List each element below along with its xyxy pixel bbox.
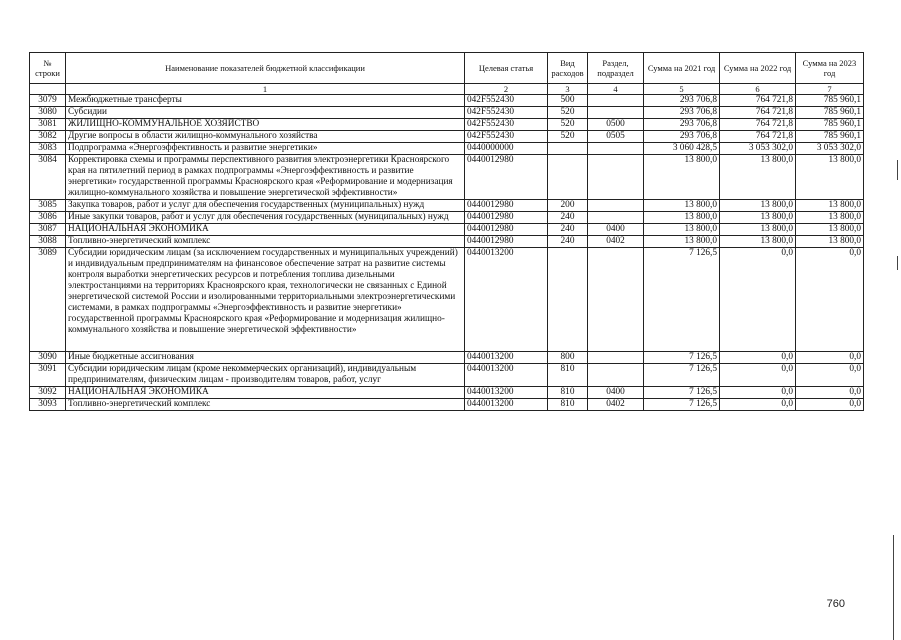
row-type: 810 xyxy=(548,364,588,387)
row-sum-2022: 3 053 302,0 xyxy=(720,143,796,155)
row-name: Другие вопросы в области жилищно-коммунального хозяйства xyxy=(66,131,465,143)
row-target: 0440000000 xyxy=(465,143,548,155)
row-sum-2021: 3 060 428,5 xyxy=(644,143,720,155)
table-body xyxy=(30,84,864,411)
row-name: Закупка товаров, работ и услуг для обеспечения государственных (муниципальных) нужд xyxy=(66,200,465,212)
header-sum-2021: Сумма на 2021 год xyxy=(644,53,720,84)
column-number: 6 xyxy=(720,84,796,95)
row-name: Иные закупки товаров, работ и услуг для обеспечения государственных (муниципальных) нужд xyxy=(66,212,465,224)
row-section xyxy=(588,352,644,364)
table-row xyxy=(30,131,864,143)
row-sum-2022: 13 800,0 xyxy=(720,200,796,212)
row-section xyxy=(588,248,644,352)
row-sum-2023: 13 800,0 xyxy=(796,200,864,212)
row-section: 0505 xyxy=(588,131,644,143)
row-sum-2022: 764 721,8 xyxy=(720,131,796,143)
row-section xyxy=(588,155,644,200)
row-section: 0402 xyxy=(588,236,644,248)
row-sum-2023: 785 960,1 xyxy=(796,95,864,107)
row-name: Иные бюджетные ассигнования xyxy=(66,352,465,364)
table-row xyxy=(30,399,864,411)
row-sum-2022: 0,0 xyxy=(720,248,796,352)
row-target: 0440012980 xyxy=(465,212,548,224)
row-name: Субсидии юридическим лицам (кроме некоммерческих организаций), индивидуальным предпринимателям, физическим лицам - производителям товаров, работ, услуг xyxy=(66,364,465,387)
row-number: 3081 xyxy=(30,119,66,131)
row-sum-2021: 7 126,5 xyxy=(644,399,720,411)
table-row xyxy=(30,248,864,352)
row-section: 0400 xyxy=(588,224,644,236)
row-sum-2022: 764 721,8 xyxy=(720,119,796,131)
row-name: ЖИЛИЩНО-КОММУНАЛЬНОЕ ХОЗЯЙСТВО xyxy=(66,119,465,131)
column-number: 7 xyxy=(796,84,864,95)
budget-table xyxy=(29,52,864,411)
row-sum-2021: 13 800,0 xyxy=(644,155,720,200)
row-sum-2023: 785 960,1 xyxy=(796,107,864,119)
row-number: 3082 xyxy=(30,131,66,143)
row-name: Корректировка схемы и программы перспективного развития электроэнергетики Красноярского края на пятилетний период в рамках подпрограммы «Энергоэффективность и развитие энергетики» государственной программы Красноярского края «Реформирование и модернизация жилищно-коммунального хозяйства и повышение энергетической эффективности» xyxy=(66,155,465,200)
row-target: 042F552430 xyxy=(465,107,548,119)
row-sum-2023: 13 800,0 xyxy=(796,212,864,224)
row-type: 240 xyxy=(548,236,588,248)
column-number: 5 xyxy=(644,84,720,95)
row-target: 042F552430 xyxy=(465,95,548,107)
row-sum-2023: 0,0 xyxy=(796,364,864,387)
table-row xyxy=(30,387,864,399)
row-number: 3084 xyxy=(30,155,66,200)
row-target: 0440013200 xyxy=(465,364,548,387)
header-name: Наименование показателей бюджетной классификации xyxy=(66,53,465,84)
header-section: Раздел, подраздел xyxy=(588,53,644,84)
header-type: Вид расходов xyxy=(548,53,588,84)
row-name: Топливно-энергетический комплекс xyxy=(66,399,465,411)
row-sum-2023: 785 960,1 xyxy=(796,119,864,131)
row-sum-2021: 13 800,0 xyxy=(644,224,720,236)
row-section: 0400 xyxy=(588,387,644,399)
row-name: Межбюджетные трансферты xyxy=(66,95,465,107)
row-type: 240 xyxy=(548,224,588,236)
row-name: НАЦИОНАЛЬНАЯ ЭКОНОМИКА xyxy=(66,387,465,399)
row-target: 0440012980 xyxy=(465,155,548,200)
row-sum-2022: 13 800,0 xyxy=(720,236,796,248)
row-sum-2023: 13 800,0 xyxy=(796,236,864,248)
column-number-row xyxy=(30,84,864,95)
row-name: НАЦИОНАЛЬНАЯ ЭКОНОМИКА xyxy=(66,224,465,236)
row-type xyxy=(548,248,588,352)
row-sum-2021: 293 706,8 xyxy=(644,131,720,143)
row-sum-2022: 0,0 xyxy=(720,399,796,411)
row-sum-2023: 0,0 xyxy=(796,387,864,399)
row-sum-2021: 293 706,8 xyxy=(644,95,720,107)
row-type: 520 xyxy=(548,119,588,131)
row-name: Топливно-энергетический комплекс xyxy=(66,236,465,248)
row-number: 3083 xyxy=(30,143,66,155)
row-sum-2021: 7 126,5 xyxy=(644,364,720,387)
row-target: 042F552430 xyxy=(465,131,548,143)
row-name: Субсидии юридическим лицам (за исключением государственных и муниципальных учреждений) и индивидуальным предпринимателям на финансовое обеспечение затрат на развитие системы контроля выработки энергетических ресурсов и потребления топлива дизельными электростанциями на территориях Красноярского края, технологически не связанных с Единой энергетической системой России и изолированными территориальными электроэнергетическими системами, в рамках подпрограммы «Энергоэффективность и развитие энергетики» государственной программы Красноярского края «Реформирование и модернизация жилищно-коммунального хозяйства и повышение энергетической эффективности» xyxy=(66,248,465,352)
row-target: 042F552430 xyxy=(465,119,548,131)
row-type: 500 xyxy=(548,95,588,107)
row-type xyxy=(548,155,588,200)
row-number: 3079 xyxy=(30,95,66,107)
table-row xyxy=(30,95,864,107)
scan-edge-mark xyxy=(893,535,894,640)
row-sum-2022: 13 800,0 xyxy=(720,224,796,236)
table-row xyxy=(30,107,864,119)
row-sum-2021: 293 706,8 xyxy=(644,119,720,131)
row-sum-2021: 293 706,8 xyxy=(644,107,720,119)
scan-edge-mark xyxy=(897,256,898,270)
row-sum-2022: 0,0 xyxy=(720,364,796,387)
row-sum-2021: 7 126,5 xyxy=(644,387,720,399)
column-number: 1 xyxy=(66,84,465,95)
row-type: 200 xyxy=(548,200,588,212)
page-number: 760 xyxy=(826,598,845,610)
header-row-no: № строки xyxy=(30,53,66,84)
row-sum-2023: 785 960,1 xyxy=(796,131,864,143)
row-number: 3080 xyxy=(30,107,66,119)
row-sum-2021: 13 800,0 xyxy=(644,212,720,224)
table-row xyxy=(30,364,864,387)
row-sum-2021: 13 800,0 xyxy=(644,200,720,212)
row-type: 810 xyxy=(548,387,588,399)
row-sum-2023: 0,0 xyxy=(796,248,864,352)
header-target: Целевая статья xyxy=(465,53,548,84)
row-type: 810 xyxy=(548,399,588,411)
table-row xyxy=(30,119,864,131)
table-row xyxy=(30,143,864,155)
row-section xyxy=(588,95,644,107)
row-section: 0500 xyxy=(588,119,644,131)
row-sum-2022: 764 721,8 xyxy=(720,107,796,119)
header-sum-2022: Сумма на 2022 год xyxy=(720,53,796,84)
row-target: 0440013200 xyxy=(465,387,548,399)
row-sum-2022: 0,0 xyxy=(720,387,796,399)
row-section xyxy=(588,212,644,224)
row-sum-2021: 13 800,0 xyxy=(644,236,720,248)
row-target: 0440012980 xyxy=(465,236,548,248)
row-number: 3085 xyxy=(30,200,66,212)
column-number-blank xyxy=(30,84,66,95)
row-sum-2021: 7 126,5 xyxy=(644,352,720,364)
column-number: 4 xyxy=(588,84,644,95)
row-number: 3088 xyxy=(30,236,66,248)
row-sum-2023: 3 053 302,0 xyxy=(796,143,864,155)
row-sum-2023: 0,0 xyxy=(796,352,864,364)
row-name: Подпрограмма «Энергоэффективность и развитие энергетики» xyxy=(66,143,465,155)
scan-edge-mark xyxy=(897,160,898,180)
row-target: 0440013200 xyxy=(465,352,548,364)
table-row xyxy=(30,212,864,224)
row-number: 3086 xyxy=(30,212,66,224)
row-type: 800 xyxy=(548,352,588,364)
row-sum-2023: 13 800,0 xyxy=(796,224,864,236)
row-type: 520 xyxy=(548,131,588,143)
row-sum-2021: 7 126,5 xyxy=(644,248,720,352)
row-sum-2022: 13 800,0 xyxy=(720,155,796,200)
row-section xyxy=(588,143,644,155)
row-target: 0440012980 xyxy=(465,224,548,236)
table-row xyxy=(30,200,864,212)
row-type: 240 xyxy=(548,212,588,224)
row-sum-2023: 13 800,0 xyxy=(796,155,864,200)
row-section xyxy=(588,107,644,119)
table-row xyxy=(30,224,864,236)
row-number: 3091 xyxy=(30,364,66,387)
column-number: 3 xyxy=(548,84,588,95)
row-type: 520 xyxy=(548,107,588,119)
header-sum-2023: Сумма на 2023 год xyxy=(796,53,864,84)
row-type xyxy=(548,143,588,155)
row-target: 0440013200 xyxy=(465,248,548,352)
row-section xyxy=(588,364,644,387)
table-row xyxy=(30,155,864,200)
row-number: 3093 xyxy=(30,399,66,411)
row-sum-2023: 0,0 xyxy=(796,399,864,411)
row-sum-2022: 13 800,0 xyxy=(720,212,796,224)
table-row xyxy=(30,236,864,248)
row-number: 3092 xyxy=(30,387,66,399)
row-section: 0402 xyxy=(588,399,644,411)
header-row xyxy=(30,53,864,84)
row-section xyxy=(588,200,644,212)
row-sum-2022: 764 721,8 xyxy=(720,95,796,107)
row-number: 3087 xyxy=(30,224,66,236)
row-number: 3089 xyxy=(30,248,66,352)
table-row xyxy=(30,352,864,364)
row-number: 3090 xyxy=(30,352,66,364)
row-name: Субсидии xyxy=(66,107,465,119)
row-target: 0440013200 xyxy=(465,399,548,411)
column-number: 2 xyxy=(465,84,548,95)
row-target: 0440012980 xyxy=(465,200,548,212)
row-sum-2022: 0,0 xyxy=(720,352,796,364)
